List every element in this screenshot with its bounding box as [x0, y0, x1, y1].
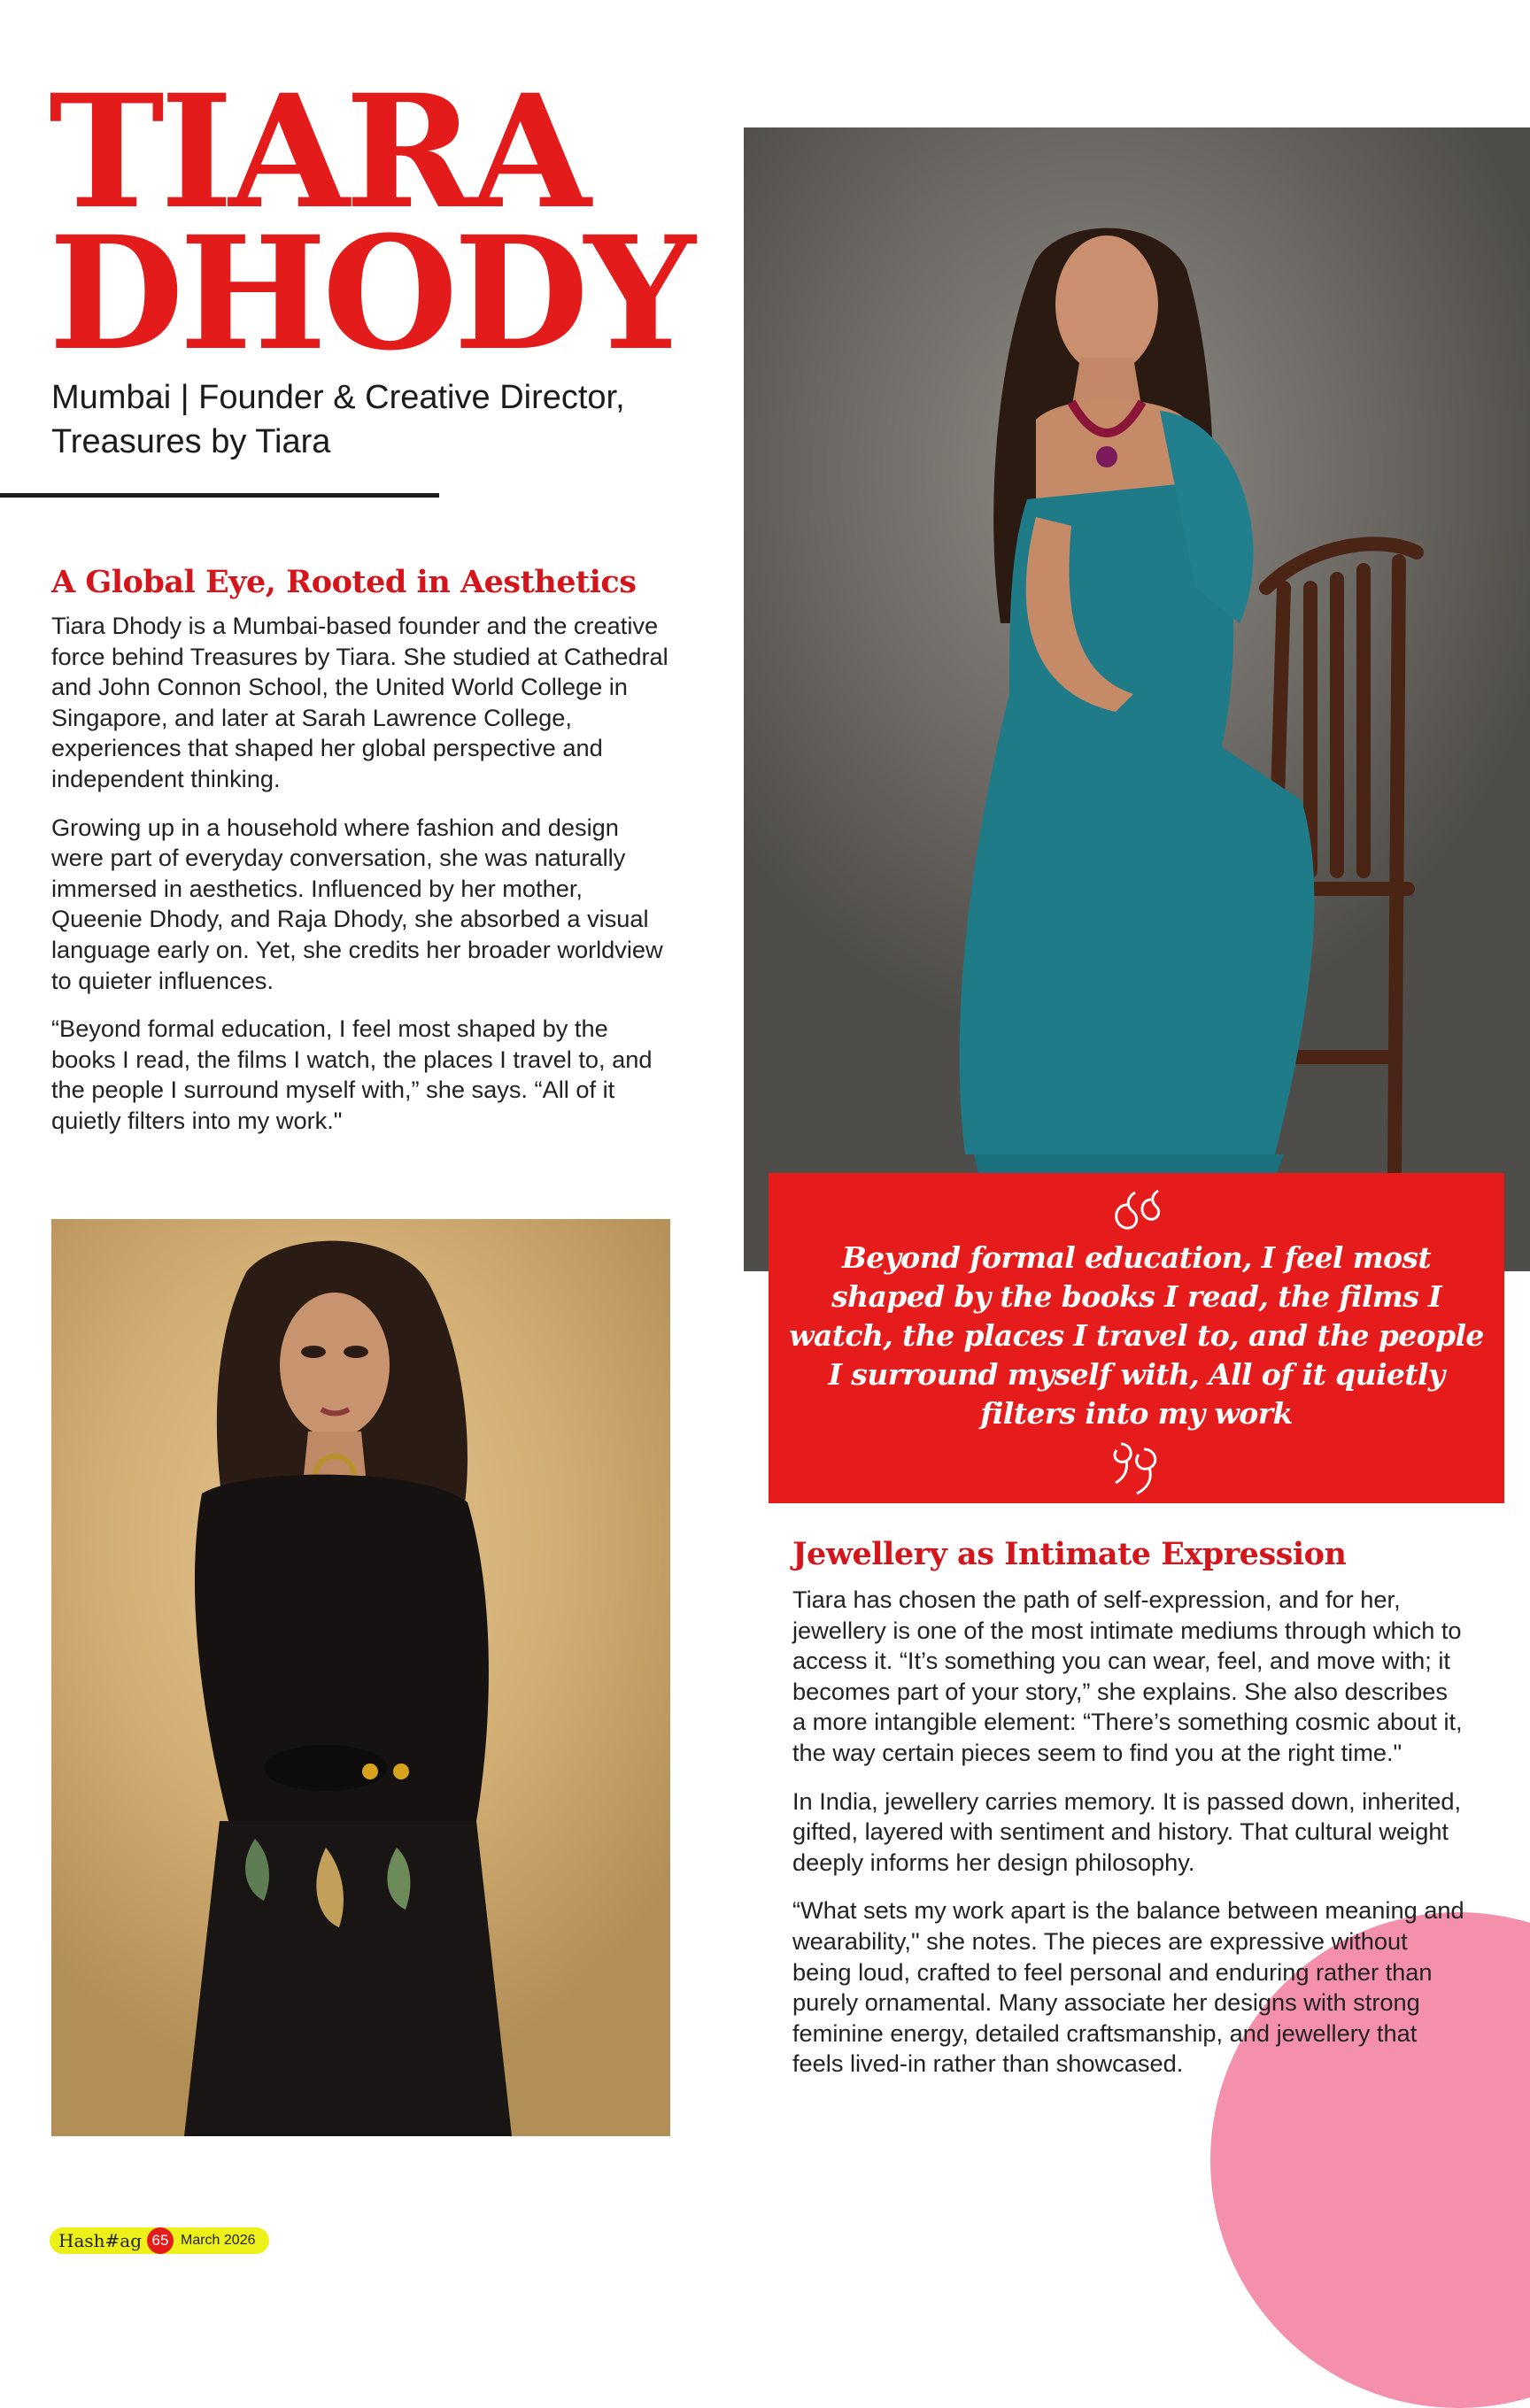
paragraph: In India, jewellery carries memory. It is passed down, inherited, gifted, layered with sentiment and history. That cultural weight deeply informs her design philosophy. — [792, 1787, 1462, 1876]
issue-date: March 2026 — [181, 2233, 256, 2248]
paragraph: Growing up in a household where fashion and design were part of everyday conversation, she was naturally immersed in aesthetics. Influenced by her mother, Queenie Dhody, and Raja Dhody, she absorbed a visual language early on. Yet, she credits her broader worldview to quieter influences. — [51, 813, 663, 994]
pull-quote-text: Beyond formal education, I feel most shaped by the books I read, the films I watch, the places I travel to, and the people I surround myself with, All of it quietly filters into my work — [789, 1240, 1484, 1431]
paragraph: Tiara Dhody is a Mumbai-based founder and the creative force behind Treasures by Tiara. She studied at Cathedral and John Connon School, the United World College in Singapore, and later at Sarah Lawrence College, experiences that shaped her global perspective and independent thinking. — [51, 612, 668, 792]
close-quote-icon — [769, 1433, 1504, 1495]
page-footer — [50, 2227, 269, 2254]
profile-name-last: DHODY — [49, 202, 692, 385]
subtitle-line-1: Mumbai | Founder & Creative Director, — [51, 379, 625, 416]
section-heading: A Global Eye, Rooted in Aesthetics — [51, 564, 637, 600]
page-number: 65 — [147, 2227, 174, 2254]
portrait-photo-black-outfit — [51, 1219, 670, 2136]
profile-name — [49, 60, 692, 385]
pull-quote — [769, 1173, 1504, 1503]
profile-subtitle — [51, 375, 707, 464]
subtitle-line-2: Treasures by Tiara — [51, 423, 331, 460]
section-jewellery-expression — [792, 1535, 1465, 2097]
paragraph: Tiara has chosen the path of self-expression, and for her, jewellery is one of the most intimate mediums through which to access it. “It’s something you can wear, feel, and move with; it becomes part of your story,” she explains. She also describes a more intangible element: “There’s something cosmic about it, the way certain pieces seem to find you at the right time." — [792, 1586, 1463, 1766]
title-divider — [0, 493, 439, 498]
profile-name-first: TIARA — [49, 60, 587, 243]
open-quote-icon — [769, 1173, 1504, 1235]
section-heading: Jewellery as Intimate Expression — [792, 1536, 1347, 1572]
magazine-logo: Hash#ag — [58, 2230, 142, 2251]
paragraph: “Beyond formal education, I feel most shaped by the books I read, the films I watch, the places I travel to, and the people I surround myself with,” she says. “All of it quietly filters into my work." — [51, 1015, 653, 1134]
paragraph: “What sets my work apart is the balance between meaning and wearability," she notes. The pieces are expressive without being loud, crafted to feel personal and enduring rather than purely ornamental. Many associate her designs with strong feminine energy, detailed craftsmanship, and jewellery that feels lived-in rather than showcased. — [792, 1896, 1464, 2078]
section-global-eye — [51, 563, 671, 1154]
portrait-photo-teal-saree — [744, 127, 1530, 1271]
